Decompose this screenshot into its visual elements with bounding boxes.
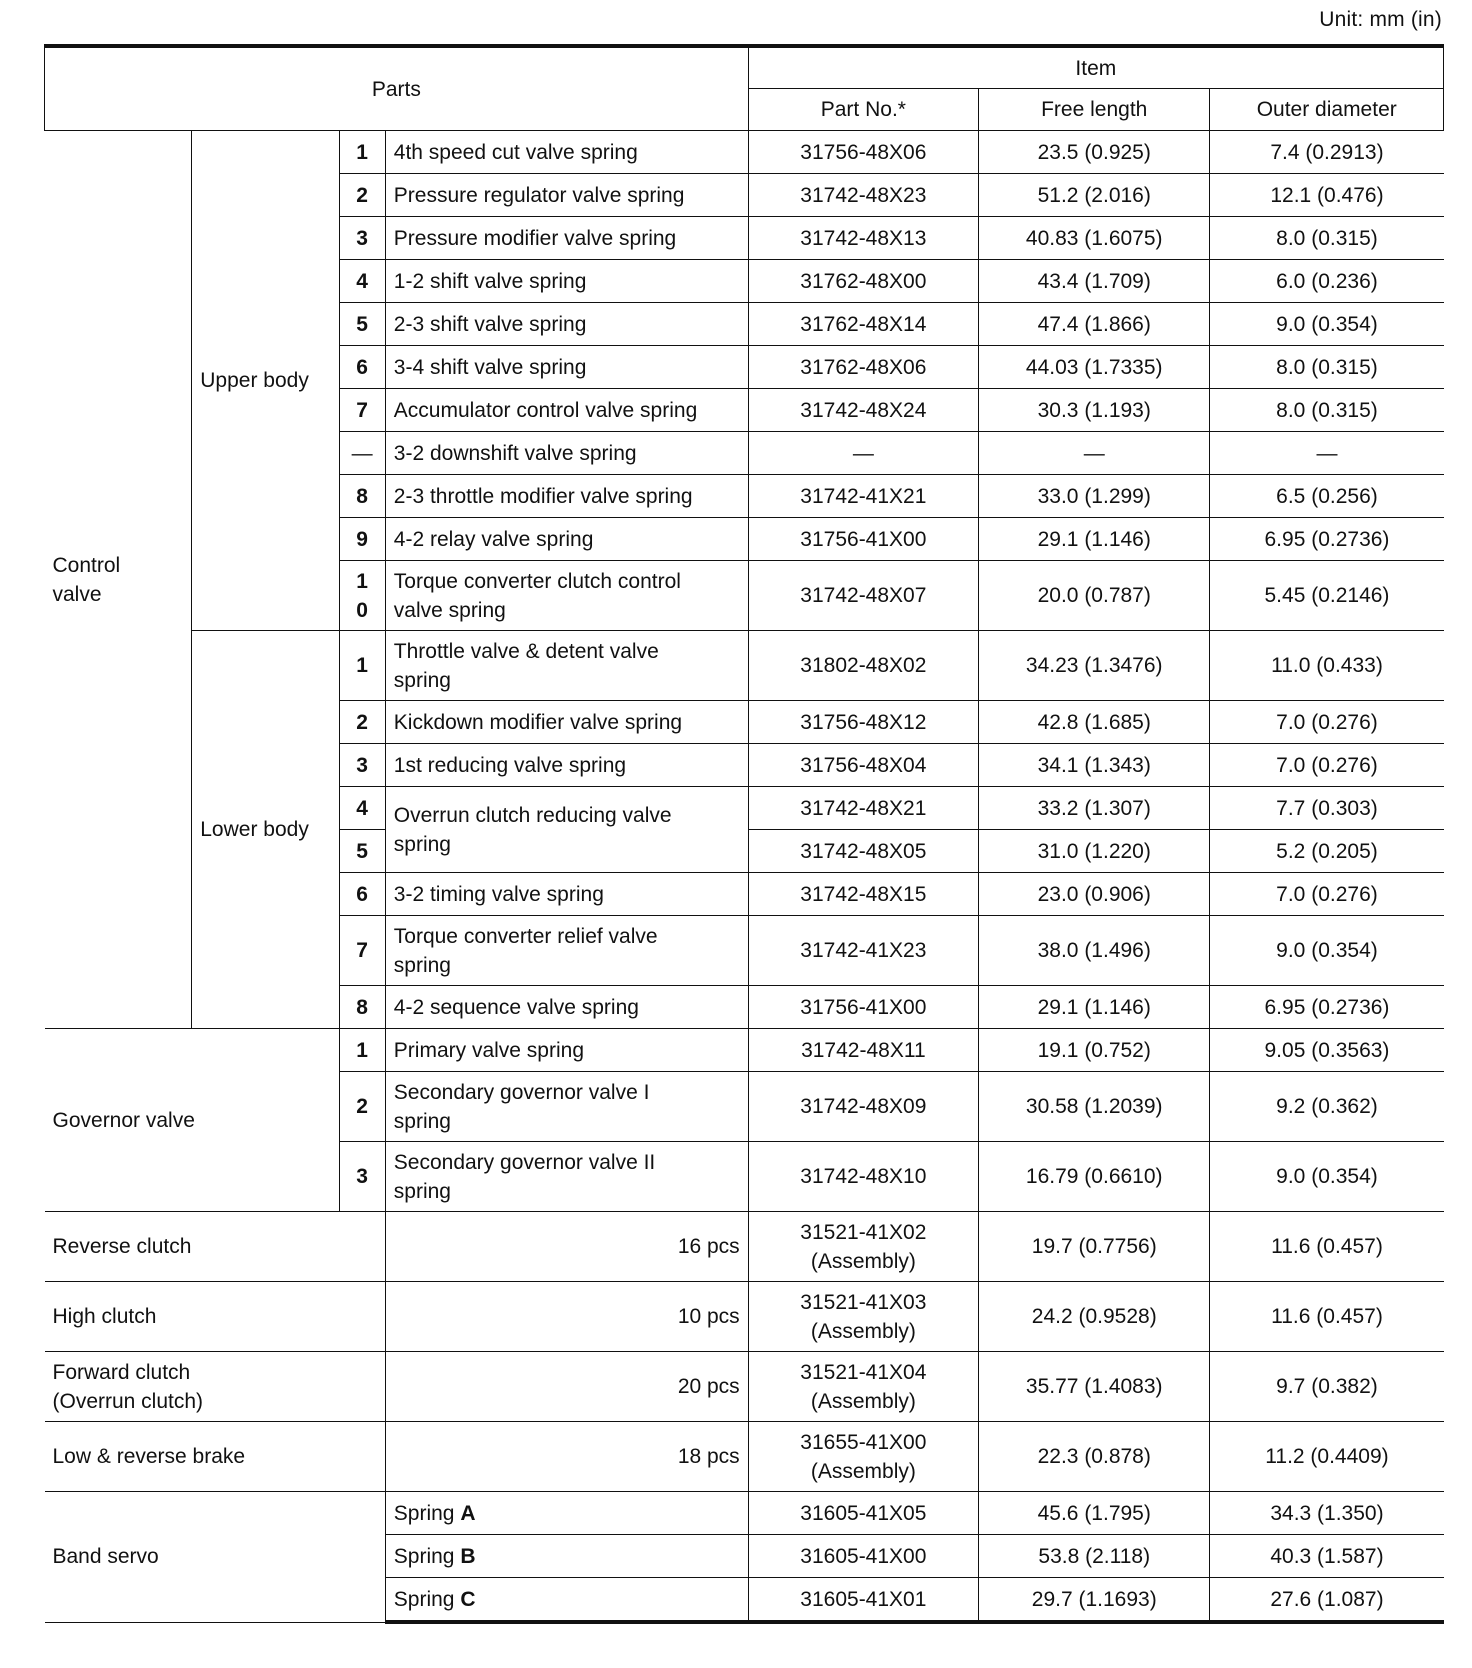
part-name: Torque converter clutch control valve spring (385, 561, 748, 631)
part-number: 31742-41X21 (748, 475, 978, 518)
part-name: 2-3 throttle modifier valve spring (385, 475, 748, 518)
item-number: 6 (339, 346, 385, 389)
free-length: 29.7 (1.1693) (979, 1578, 1210, 1623)
part-name: Primary valve spring (385, 1029, 748, 1072)
spring-spec-table (44, 44, 1444, 1624)
outer-diameter: 27.6 (1.087) (1210, 1578, 1444, 1623)
table-row (45, 131, 1444, 174)
free-length: 29.1 (1.146) (979, 986, 1210, 1029)
outer-diameter: 11.0 (0.433) (1210, 631, 1444, 701)
table-row (45, 1352, 1444, 1422)
part-name: Pressure modifier valve spring (385, 217, 748, 260)
outer-diameter: 8.0 (0.315) (1210, 346, 1444, 389)
outer-diameter: 9.7 (0.382) (1210, 1352, 1444, 1422)
part-name: High clutch (45, 1282, 386, 1352)
outer-diameter: 6.0 (0.236) (1210, 260, 1444, 303)
free-length: 20.0 (0.787) (979, 561, 1210, 631)
outer-diameter: 40.3 (1.587) (1210, 1535, 1444, 1578)
part-number: 31742-48X13 (748, 217, 978, 260)
table-row (45, 631, 1444, 701)
part-name: Secondary governor valve II spring (385, 1142, 748, 1212)
outer-diameter: 9.2 (0.362) (1210, 1072, 1444, 1142)
outer-diameter: 5.45 (0.2146) (1210, 561, 1444, 631)
free-length: 33.2 (1.307) (979, 787, 1210, 830)
part-number: 31742-41X23 (748, 916, 978, 986)
part-name: Reverse clutch (45, 1212, 386, 1282)
part-name: Spring A (385, 1492, 748, 1535)
free-length: 51.2 (2.016) (979, 174, 1210, 217)
outer-diameter: 34.3 (1.350) (1210, 1492, 1444, 1535)
item-number: 9 (339, 518, 385, 561)
part-number: 31605-41X01 (748, 1578, 978, 1623)
outer-diameter: — (1210, 432, 1444, 475)
band-servo-label: Band servo (45, 1492, 386, 1623)
outer-diameter: 9.0 (0.354) (1210, 916, 1444, 986)
table-row (45, 1492, 1444, 1535)
free-length: 31.0 (1.220) (979, 830, 1210, 873)
part-number: — (748, 432, 978, 475)
table-row (45, 1212, 1444, 1282)
item-number: 7 (339, 916, 385, 986)
part-number: 31742-48X23 (748, 174, 978, 217)
part-name: 1-2 shift valve spring (385, 260, 748, 303)
item-number: 7 (339, 389, 385, 432)
parts-header: Parts (45, 46, 749, 131)
quantity: 20 pcs (385, 1352, 748, 1422)
table-row (45, 1422, 1444, 1492)
part-name: Torque converter relief valve spring (385, 916, 748, 986)
part-number: 31521-41X03 (Assembly) (748, 1282, 978, 1352)
part-name: 4-2 relay valve spring (385, 518, 748, 561)
item-number: 1 (339, 1029, 385, 1072)
outer-diameter: 12.1 (0.476) (1210, 174, 1444, 217)
outer-diameter: 9.0 (0.354) (1210, 303, 1444, 346)
part-number: 31756-41X00 (748, 986, 978, 1029)
free-length: 53.8 (2.118) (979, 1535, 1210, 1578)
outer-diameter: 9.0 (0.354) (1210, 1142, 1444, 1212)
quantity: 10 pcs (385, 1282, 748, 1352)
outer-diameter: 11.2 (0.4409) (1210, 1422, 1444, 1492)
item-number: — (339, 432, 385, 475)
part-name: Spring C (385, 1578, 748, 1623)
part-number: 31742-48X09 (748, 1072, 978, 1142)
outer-diameter: 8.0 (0.315) (1210, 217, 1444, 260)
item-number: 2 (339, 174, 385, 217)
outer-diameter: 6.95 (0.2736) (1210, 518, 1444, 561)
part-name: Spring B (385, 1535, 748, 1578)
header-row (45, 46, 1444, 89)
free-length: 19.7 (0.7756) (979, 1212, 1210, 1282)
item-number: 3 (339, 1142, 385, 1212)
part-number: 31742-48X10 (748, 1142, 978, 1212)
unit-label: Unit: mm (in) (1319, 8, 1442, 31)
part-number: 31605-41X00 (748, 1535, 978, 1578)
part-number: 31742-48X24 (748, 389, 978, 432)
part-name: 2-3 shift valve spring (385, 303, 748, 346)
free-length-header: Free length (979, 89, 1210, 131)
part-name: 3-4 shift valve spring (385, 346, 748, 389)
outer-diameter: 7.0 (0.276) (1210, 744, 1444, 787)
lower-body-label: Lower body (192, 631, 339, 1029)
free-length: 34.1 (1.343) (979, 744, 1210, 787)
outer-diameter: 7.0 (0.276) (1210, 701, 1444, 744)
part-number: 31762-48X06 (748, 346, 978, 389)
item-number: 1 (339, 631, 385, 701)
free-length: 38.0 (1.496) (979, 916, 1210, 986)
free-length: 16.79 (0.6610) (979, 1142, 1210, 1212)
part-name: 4-2 sequence valve spring (385, 986, 748, 1029)
free-length: 19.1 (0.752) (979, 1029, 1210, 1072)
free-length: — (979, 432, 1210, 475)
part-name: 3-2 timing valve spring (385, 873, 748, 916)
part-number: 31655-41X00 (Assembly) (748, 1422, 978, 1492)
part-number: 31762-48X00 (748, 260, 978, 303)
part-number: 31756-48X06 (748, 131, 978, 174)
outer-diameter: 11.6 (0.457) (1210, 1212, 1444, 1282)
part-number: 31756-48X04 (748, 744, 978, 787)
part-number: 31742-48X21 (748, 787, 978, 830)
part-name: Secondary governor valve I spring (385, 1072, 748, 1142)
quantity: 16 pcs (385, 1212, 748, 1282)
item-number: 3 (339, 744, 385, 787)
part-number: 31742-48X05 (748, 830, 978, 873)
outer-diameter-header: Outer diameter (1210, 89, 1444, 131)
item-number: 8 (339, 475, 385, 518)
part-name: Throttle valve & detent valve spring (385, 631, 748, 701)
part-number: 31756-48X12 (748, 701, 978, 744)
item-number: 3 (339, 217, 385, 260)
free-length: 45.6 (1.795) (979, 1492, 1210, 1535)
outer-diameter: 11.6 (0.457) (1210, 1282, 1444, 1352)
item-number: 2 (339, 1072, 385, 1142)
free-length: 29.1 (1.146) (979, 518, 1210, 561)
part-name: 4th speed cut valve spring (385, 131, 748, 174)
outer-diameter: 7.0 (0.276) (1210, 873, 1444, 916)
quantity: 18 pcs (385, 1422, 748, 1492)
part-no-header: Part No.* (748, 89, 978, 131)
part-number: 31742-48X15 (748, 873, 978, 916)
free-length: 30.3 (1.193) (979, 389, 1210, 432)
outer-diameter: 6.95 (0.2736) (1210, 986, 1444, 1029)
item-number: 1 (339, 131, 385, 174)
outer-diameter: 9.05 (0.3563) (1210, 1029, 1444, 1072)
governor-valve-label: Governor valve (45, 1029, 340, 1212)
outer-diameter: 5.2 (0.205) (1210, 830, 1444, 873)
part-number: 31605-41X05 (748, 1492, 978, 1535)
outer-diameter: 6.5 (0.256) (1210, 475, 1444, 518)
free-length: 33.0 (1.299) (979, 475, 1210, 518)
part-number: 31802-48X02 (748, 631, 978, 701)
part-name: Kickdown modifier valve spring (385, 701, 748, 744)
part-name: Accumulator control valve spring (385, 389, 748, 432)
item-number: 5 (339, 303, 385, 346)
outer-diameter: 8.0 (0.315) (1210, 389, 1444, 432)
free-length: 44.03 (1.7335) (979, 346, 1210, 389)
outer-diameter: 7.4 (0.2913) (1210, 131, 1444, 174)
item-number: 4 (339, 260, 385, 303)
item-number: 5 (339, 830, 385, 873)
outer-diameter: 7.7 (0.303) (1210, 787, 1444, 830)
part-name: Overrun clutch reducing valve spring (385, 787, 748, 873)
item-number: 4 (339, 787, 385, 830)
part-number: 31521-41X02 (Assembly) (748, 1212, 978, 1282)
part-number: 31762-48X14 (748, 303, 978, 346)
item-header: Item (748, 46, 1443, 89)
part-name: Forward clutch (Overrun clutch) (45, 1352, 386, 1422)
table-row (45, 1282, 1444, 1352)
item-number: 1 0 (339, 561, 385, 631)
free-length: 47.4 (1.866) (979, 303, 1210, 346)
part-number: 31742-48X11 (748, 1029, 978, 1072)
free-length: 22.3 (0.878) (979, 1422, 1210, 1492)
part-name: 1st reducing valve spring (385, 744, 748, 787)
item-number: 2 (339, 701, 385, 744)
free-length: 30.58 (1.2039) (979, 1072, 1210, 1142)
upper-body-label: Upper body (192, 131, 339, 631)
table-row (45, 1029, 1444, 1072)
free-length: 35.77 (1.4083) (979, 1352, 1210, 1422)
free-length: 24.2 (0.9528) (979, 1282, 1210, 1352)
free-length: 42.8 (1.685) (979, 701, 1210, 744)
part-name: 3-2 downshift valve spring (385, 432, 748, 475)
part-number: 31742-48X07 (748, 561, 978, 631)
free-length: 43.4 (1.709) (979, 260, 1210, 303)
part-name: Pressure regulator valve spring (385, 174, 748, 217)
free-length: 40.83 (1.6075) (979, 217, 1210, 260)
part-number: 31756-41X00 (748, 518, 978, 561)
control-valve-label: Control valve (45, 131, 192, 1029)
free-length: 23.0 (0.906) (979, 873, 1210, 916)
part-name: Low & reverse brake (45, 1422, 386, 1492)
item-number: 8 (339, 986, 385, 1029)
free-length: 23.5 (0.925) (979, 131, 1210, 174)
part-number: 31521-41X04 (Assembly) (748, 1352, 978, 1422)
item-number: 6 (339, 873, 385, 916)
free-length: 34.23 (1.3476) (979, 631, 1210, 701)
